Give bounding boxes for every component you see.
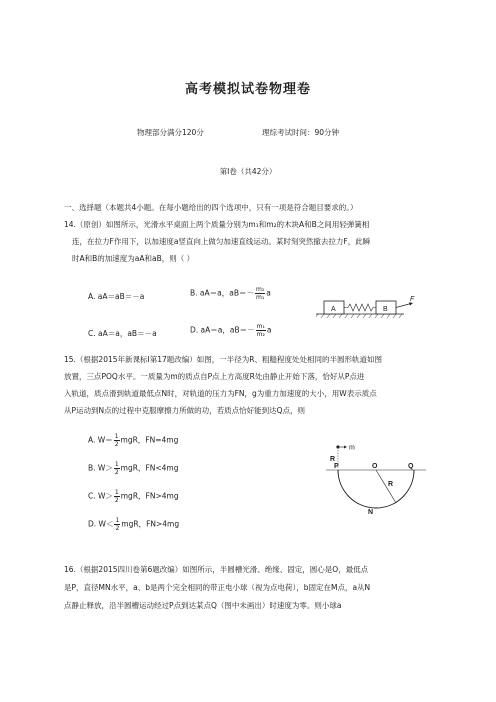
- q15-line-1: 15.（根据2015年新课标Ⅰ第17题改编）如图，一半径为R、粗糙程度处处相同的半圆形轨道如图: [64, 355, 382, 364]
- label-n: N: [368, 509, 374, 516]
- q15-option-a-prefix: A. W＝: [88, 435, 113, 445]
- q14-option-d: [190, 323, 271, 338]
- q16-line-2: 是P，直径MN水平，a、b是两个完全相同的带正电小球（视为点电荷），b固定在M点，a从N: [64, 583, 371, 592]
- q15-option-a: [88, 433, 178, 448]
- label-r-radius: R: [388, 481, 394, 488]
- frac-num: m₂: [255, 286, 265, 293]
- force-arrow-line: [396, 304, 411, 308]
- semicircle-track: [338, 470, 414, 508]
- q14-line-2: 连，在拉力F作用下，以加速度a竖直向上做匀加速直线运动。某时刻突然撤去拉力F，此瞬: [72, 237, 371, 246]
- q15-option-c: [88, 489, 179, 504]
- q14-spring-figure: [316, 290, 420, 322]
- q15-option-b-suffix: mgR，FN<4mg: [120, 463, 179, 473]
- label-p: P: [334, 463, 339, 470]
- frac-num: 1: [115, 517, 120, 524]
- q15-option-a-suffix: mgR，FN=4mg: [120, 435, 179, 445]
- q15-option-b-prefix: B. W＞: [88, 463, 113, 473]
- q15-option-d: [88, 517, 179, 532]
- time-info: 理综考试时间：90分钟: [262, 128, 340, 137]
- q14-line-1: 14.（原创）如图所示，光滑水平桌面上两个质量分别为m₁和m₂的木块A和B之间用轻弹簧相: [64, 220, 370, 229]
- table-hatching: [316, 314, 402, 318]
- q15-line-2: 放置，三点POQ水平。一质量为m的质点自P点上方高度R处由静止开始下落，恰好从P点进: [64, 372, 365, 381]
- label-m: m: [349, 444, 355, 452]
- q15-option-b-fraction: [114, 461, 120, 476]
- force-label: F: [410, 296, 415, 303]
- section-instruction: 一、选择题（本题共4小题。在每小题给出的四个选项中，只有一项是符合题目要求的。）: [64, 203, 358, 212]
- q16-line-3: 点静止释放，沿半圆槽运动经过P点到达某点Q（图中未画出）时速度为零。则小球a: [64, 601, 342, 610]
- q14-option-b: [190, 286, 271, 301]
- score-info: 物理部分满分120分: [137, 128, 204, 137]
- q14-option-d-prefix: D. aA＝a，aB＝－: [190, 325, 255, 335]
- q15-option-c-suffix: mgR，FN>4mg: [120, 491, 179, 501]
- frac-num: 1: [114, 433, 119, 440]
- q14-option-a: A. aA＝aB＝－a: [88, 292, 145, 301]
- frac-num: 1: [114, 489, 119, 496]
- q16-line-1: 16.（根据2015四川卷第6题改编）如图所示，半圆槽光滑、绝缘、固定，圆心是O，最低点: [64, 565, 369, 574]
- block-b-label: B: [383, 306, 388, 313]
- q15-option-d-fraction: [114, 517, 120, 532]
- q14-line-3: 时A和B的加速度为aA和aB，则（ ）: [72, 254, 195, 263]
- particle-pointer-head: [344, 446, 347, 449]
- frac-den: 2: [114, 497, 119, 504]
- frac-num: 1: [114, 461, 119, 468]
- q15-option-a-fraction: [114, 433, 120, 448]
- frac-num: m₁: [256, 323, 265, 330]
- particle-m: [336, 445, 339, 448]
- q15-track-figure: [322, 442, 428, 518]
- volume-label: 第Ⅰ卷（共42分）: [219, 167, 277, 176]
- q15-option-d-suffix: mgR，FN>4mg: [121, 519, 180, 529]
- block-a-label: A: [331, 306, 336, 313]
- label-o: O: [372, 463, 378, 470]
- page-title: 高考模拟试卷物理卷: [184, 82, 311, 97]
- q15-option-d-prefix: D. W＜: [88, 519, 114, 529]
- q14-option-b-suffix: a: [266, 288, 271, 298]
- q14-option-d-fraction: [256, 323, 266, 338]
- q15-option-c-fraction: [114, 489, 120, 504]
- frac-den: 2: [114, 469, 119, 476]
- q14-option-c: C. aA＝a，aB＝－a: [88, 329, 157, 338]
- frac-den: m₂: [256, 331, 265, 338]
- frac-den: 2: [114, 441, 119, 448]
- frac-den: m₁: [255, 294, 265, 301]
- q15-option-b: [88, 461, 179, 476]
- spring: [344, 304, 376, 311]
- frac-den: 2: [115, 525, 120, 532]
- q14-option-d-suffix: a: [266, 325, 272, 335]
- q14-option-b-prefix: B. aA＝a，aB＝－: [190, 288, 254, 298]
- q15-line-3: 入轨道，质点滑到轨道最低点N时，对轨道的压力为FN，g为重力加速度的大小，用W表示质点: [64, 389, 377, 398]
- q14-option-b-fraction: [255, 286, 265, 301]
- label-q: Q: [408, 463, 414, 470]
- q15-option-c-prefix: C. W＞: [88, 491, 113, 501]
- q15-line-4: 从P运动到N点的过程中克服摩擦力所做的功，若质点恰好能到达Q点，则: [64, 406, 306, 415]
- label-r-height: R: [330, 456, 336, 463]
